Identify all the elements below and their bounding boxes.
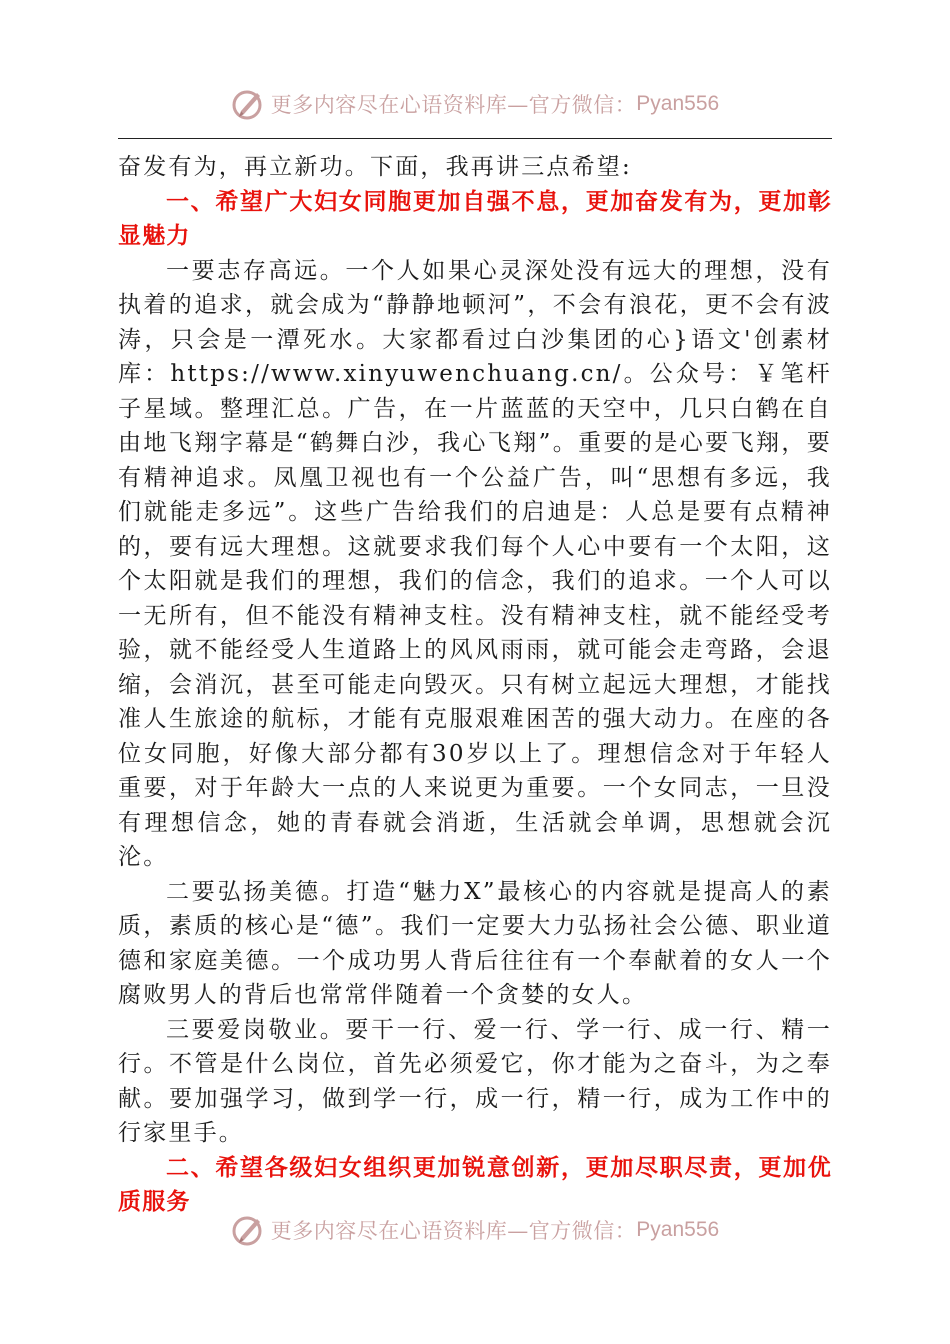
footer-watermark-id: Pyan556 [636,1218,720,1241]
intro-paragraph: 奋发有为，再立新功。下面，我再讲三点希望: [118,154,632,180]
pen-logo-icon [231,1213,265,1247]
document-body [118,150,832,1220]
paragraph-virtue: 二要弘扬美德。打造“魅力X”最核心的内容就是提高人的素质，素质的核心是“德”。我们一定要大力弘扬社会公德、职业道德和家庭美德。一个成功男人背后往往有一个奉献着的女人一个腐败男人的背后也常常伴随着一个贪婪的女人。 [118,878,832,1008]
section-heading-2: 二、希望各级妇女组织更加锐意创新，更加尽职尽责，更加优质服务 [118,1154,832,1215]
header-divider [118,138,832,139]
header-watermark-id: Pyan556 [636,92,720,115]
footer-watermark [0,1208,950,1252]
paragraph-dedication: 三要爱岗敬业。要干一行、爱一行、学一行、成一行、精一行。不管是什么岗位，首先必须爱它，你才能为之奋斗，为之奉献。要加强学习，做到学一行，成一行，精一行，成为工作中的行家里手。 [118,1016,832,1146]
header-watermark [0,82,950,126]
paragraph-ideals: 一要志存高远。一个人如果心灵深处没有远大的理想，没有执着的追求，就会成为“静静地顿河”，不会有浪花，更不会有波涛，只会是一潭死水。大家都看过白沙集团的心}语文'创素材库：https://www.xinyuwenchuang.cn/。公众号：￥笔杆子星域。整理汇总。广告，在一片蓝蓝的天空中，几只白鹤在自由地飞翔字幕是“鹤舞白沙，我心飞翔”。重要的是心要飞翔，要有精神追求。凤凰卫视也有一个公益广告，叫“思想有多远，我们就能走多远”。这些广告给我们的启迪是：人总是要有点精神的，要有远大理想。这就要求我们每个人心中要有一个太阳，这个太阳就是我们的理想，我们的信念，我们的追求。一个人可以一无所有，但不能没有精神支柱。没有精神支柱，就不能经受考验，就不能经受人生道路上的风风雨雨，就可能会走弯路，会退缩，会消沉，甚至可能走向毁灭。只有树立起远大理想，才能找准人生旅途的航标，才能有克服艰难困苦的强大动力。在座的各位女同胞，好像大部分都有30岁以上了。理想信念对于年轻人重要，对于年龄大一点的人来说更为重要。一个女同志，一旦没有理想信念，她的青春就会消逝，生活就会单调，思想就会沉沦。 [118,257,832,870]
footer-watermark-text: 更多内容尽在心语资料库—官方微信： [270,1219,637,1243]
header-watermark-text: 更多内容尽在心语资料库—官方微信： [270,93,637,117]
section-heading-1: 一、希望广大妇女同胞更加自强不息，更加奋发有为，更加彰显魅力 [118,188,832,249]
pen-logo-icon [231,87,265,121]
